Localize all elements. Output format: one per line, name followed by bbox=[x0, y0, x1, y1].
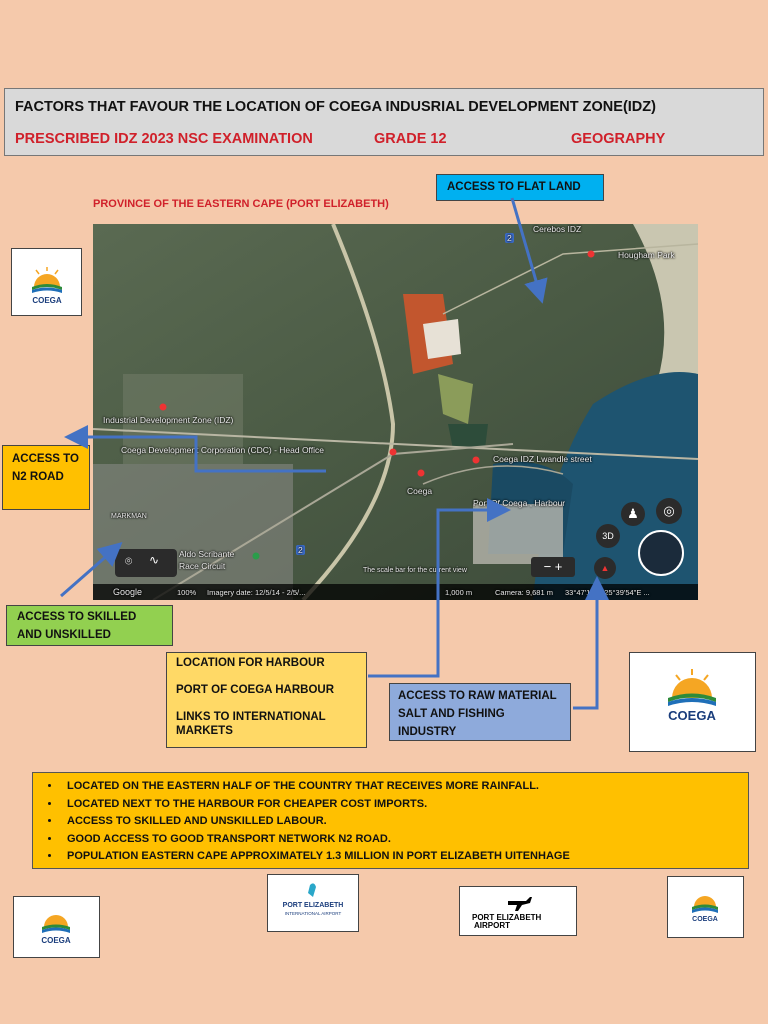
airport-subtitle: AIRPORT bbox=[474, 921, 510, 930]
runner-icon bbox=[308, 883, 316, 897]
exam-label: PRESCRIBED IDZ 2023 NSC EXAMINATION bbox=[15, 131, 313, 147]
callout-n2-road bbox=[2, 445, 90, 510]
coordinates: 33°47'16"S 25°39'54"E ... bbox=[565, 588, 650, 597]
callout-raw-material bbox=[389, 683, 571, 741]
callout-skilled-line: ACCESS TO SKILLED bbox=[17, 611, 137, 623]
coega-logo-mark bbox=[630, 653, 755, 751]
fact-item: • GOOD ACCESS TO GOOD TRANSPORT NETWORK N2 ROAD. bbox=[61, 831, 738, 849]
imagery-date: Imagery date: 12/5/14 - 2/5/... bbox=[207, 588, 306, 597]
map-label-cerebos: Cerebos IDZ bbox=[533, 224, 582, 234]
pin-icon bbox=[473, 457, 480, 464]
location-pin-icon[interactable]: ⌾ bbox=[125, 554, 133, 568]
map-label-coega: Coega bbox=[407, 486, 433, 496]
map-label-race: Race Circuit bbox=[179, 561, 226, 571]
my-location-icon[interactable]: ◎ bbox=[656, 498, 682, 524]
scale-value: 1,000 m bbox=[445, 588, 473, 597]
header-panel bbox=[4, 88, 764, 156]
street-view-icon[interactable]: ♟ bbox=[621, 502, 645, 526]
callout-skilled-labour bbox=[6, 605, 173, 646]
airplane-icon bbox=[508, 897, 532, 911]
coega-logo bbox=[667, 876, 744, 938]
callout-skilled-line: AND UNSKILLED bbox=[17, 629, 111, 641]
globe-icon[interactable] bbox=[638, 530, 684, 576]
path-icon[interactable]: ∿ bbox=[149, 553, 160, 567]
callout-harbour-line: LINKS TO INTERNATIONAL MARKETS bbox=[176, 711, 326, 737]
camera-altitude: Camera: 9,681 m bbox=[495, 588, 553, 597]
map-label-idz: Industrial Development Zone (IDZ) bbox=[103, 415, 234, 425]
pin-icon bbox=[160, 404, 167, 411]
province-label: PROVINCE OF THE EASTERN CAPE (PORT ELIZABETH) bbox=[93, 198, 389, 210]
pe-international-airport-logo bbox=[267, 874, 359, 932]
coega-logo-mark bbox=[14, 897, 99, 957]
pin-icon bbox=[390, 449, 397, 456]
map-label-hougham: Hougham Park bbox=[618, 250, 675, 260]
zoom-control[interactable]: − + bbox=[531, 557, 575, 577]
subject-label: GEOGRAPHY bbox=[571, 131, 666, 147]
airport-logo-mark bbox=[268, 875, 358, 931]
airport-subtitle: INTERNATIONAL AIRPORT bbox=[284, 911, 342, 916]
map-label-markman: MARKMAN bbox=[111, 513, 147, 520]
callout-raw-line: INDUSTRY bbox=[398, 726, 457, 738]
coega-logo bbox=[629, 652, 756, 752]
3d-button[interactable]: 3D bbox=[596, 524, 620, 548]
map-label-cdc: Coega Development Corporation (CDC) - Head Office bbox=[121, 445, 324, 455]
page-title: FACTORS THAT FAVOUR THE LOCATION OF COEGA INDUSRIAL DEVELOPMENT ZONE(IDZ) bbox=[15, 99, 656, 115]
arrow-raw-material bbox=[573, 582, 597, 708]
map-label-lwandle: Coega IDZ Lwandle street bbox=[493, 454, 592, 464]
callout-harbour bbox=[166, 652, 367, 748]
map-tool-panel bbox=[115, 549, 177, 577]
map-label-harbour: Port Of Coega , Harbour bbox=[473, 498, 566, 508]
callout-raw-line: ACCESS TO RAW MATERIAL bbox=[398, 690, 557, 702]
satellite-map[interactable] bbox=[93, 224, 698, 600]
pe-airport-logo bbox=[459, 886, 577, 936]
coega-wordmark: COEGA bbox=[692, 916, 718, 923]
coega-logo-mark bbox=[12, 249, 83, 315]
callout-flat-land bbox=[436, 174, 604, 201]
fact-item: • ACCESS TO SKILLED AND UNSKILLED LABOUR. bbox=[61, 813, 738, 831]
zoom-level: 100% bbox=[177, 588, 197, 597]
fact-item: • LOCATED ON THE EASTERN HALF OF THE COUNTRY THAT RECEIVES MORE RAINFALL. bbox=[61, 778, 738, 796]
fact-item: • POPULATION EASTERN CAPE APPROXIMATELY 1.3 MILLION IN PORT ELIZABETH UITENHAGE bbox=[61, 848, 738, 866]
compass-icon[interactable]: ▲ bbox=[594, 557, 616, 579]
coega-logo-mark bbox=[668, 877, 743, 937]
facts-panel bbox=[32, 772, 749, 869]
callout-n2-line: ACCESS TO bbox=[12, 453, 79, 465]
coega-wordmark: COEGA bbox=[41, 936, 71, 945]
callout-flat-land-text: ACCESS TO FLAT LAND bbox=[447, 181, 581, 193]
pin-icon bbox=[253, 553, 260, 560]
pin-icon bbox=[418, 470, 425, 477]
road-marker: 2 bbox=[298, 545, 303, 555]
coega-wordmark: COEGA bbox=[32, 296, 62, 305]
airport-name: PORT ELIZABETH bbox=[472, 913, 542, 922]
callout-n2-line: N2 ROAD bbox=[12, 471, 64, 483]
google-logo: Google bbox=[113, 587, 143, 597]
scale-hint: The scale bar for the current view bbox=[363, 567, 467, 574]
callout-raw-line: SALT AND FISHING bbox=[398, 708, 505, 720]
coega-logo bbox=[11, 248, 82, 316]
map-label-aldo: Aldo Scribante bbox=[179, 549, 235, 559]
fact-item: • LOCATED NEXT TO THE HARBOUR FOR CHEAPER COST IMPORTS. bbox=[61, 796, 738, 814]
facts-list bbox=[41, 778, 738, 866]
airport-name: PORT ELIZABETH bbox=[282, 902, 344, 909]
callout-harbour-line: LOCATION FOR HARBOUR bbox=[176, 657, 325, 669]
callout-harbour-line: PORT OF COEGA HARBOUR bbox=[176, 684, 335, 696]
pin-icon bbox=[588, 251, 595, 258]
coega-logo bbox=[13, 896, 100, 958]
coega-wordmark: COEGA bbox=[668, 708, 716, 723]
road-marker: 2 bbox=[507, 233, 512, 243]
airport-logo-mark bbox=[460, 887, 576, 935]
grade-label: GRADE 12 bbox=[374, 131, 447, 147]
